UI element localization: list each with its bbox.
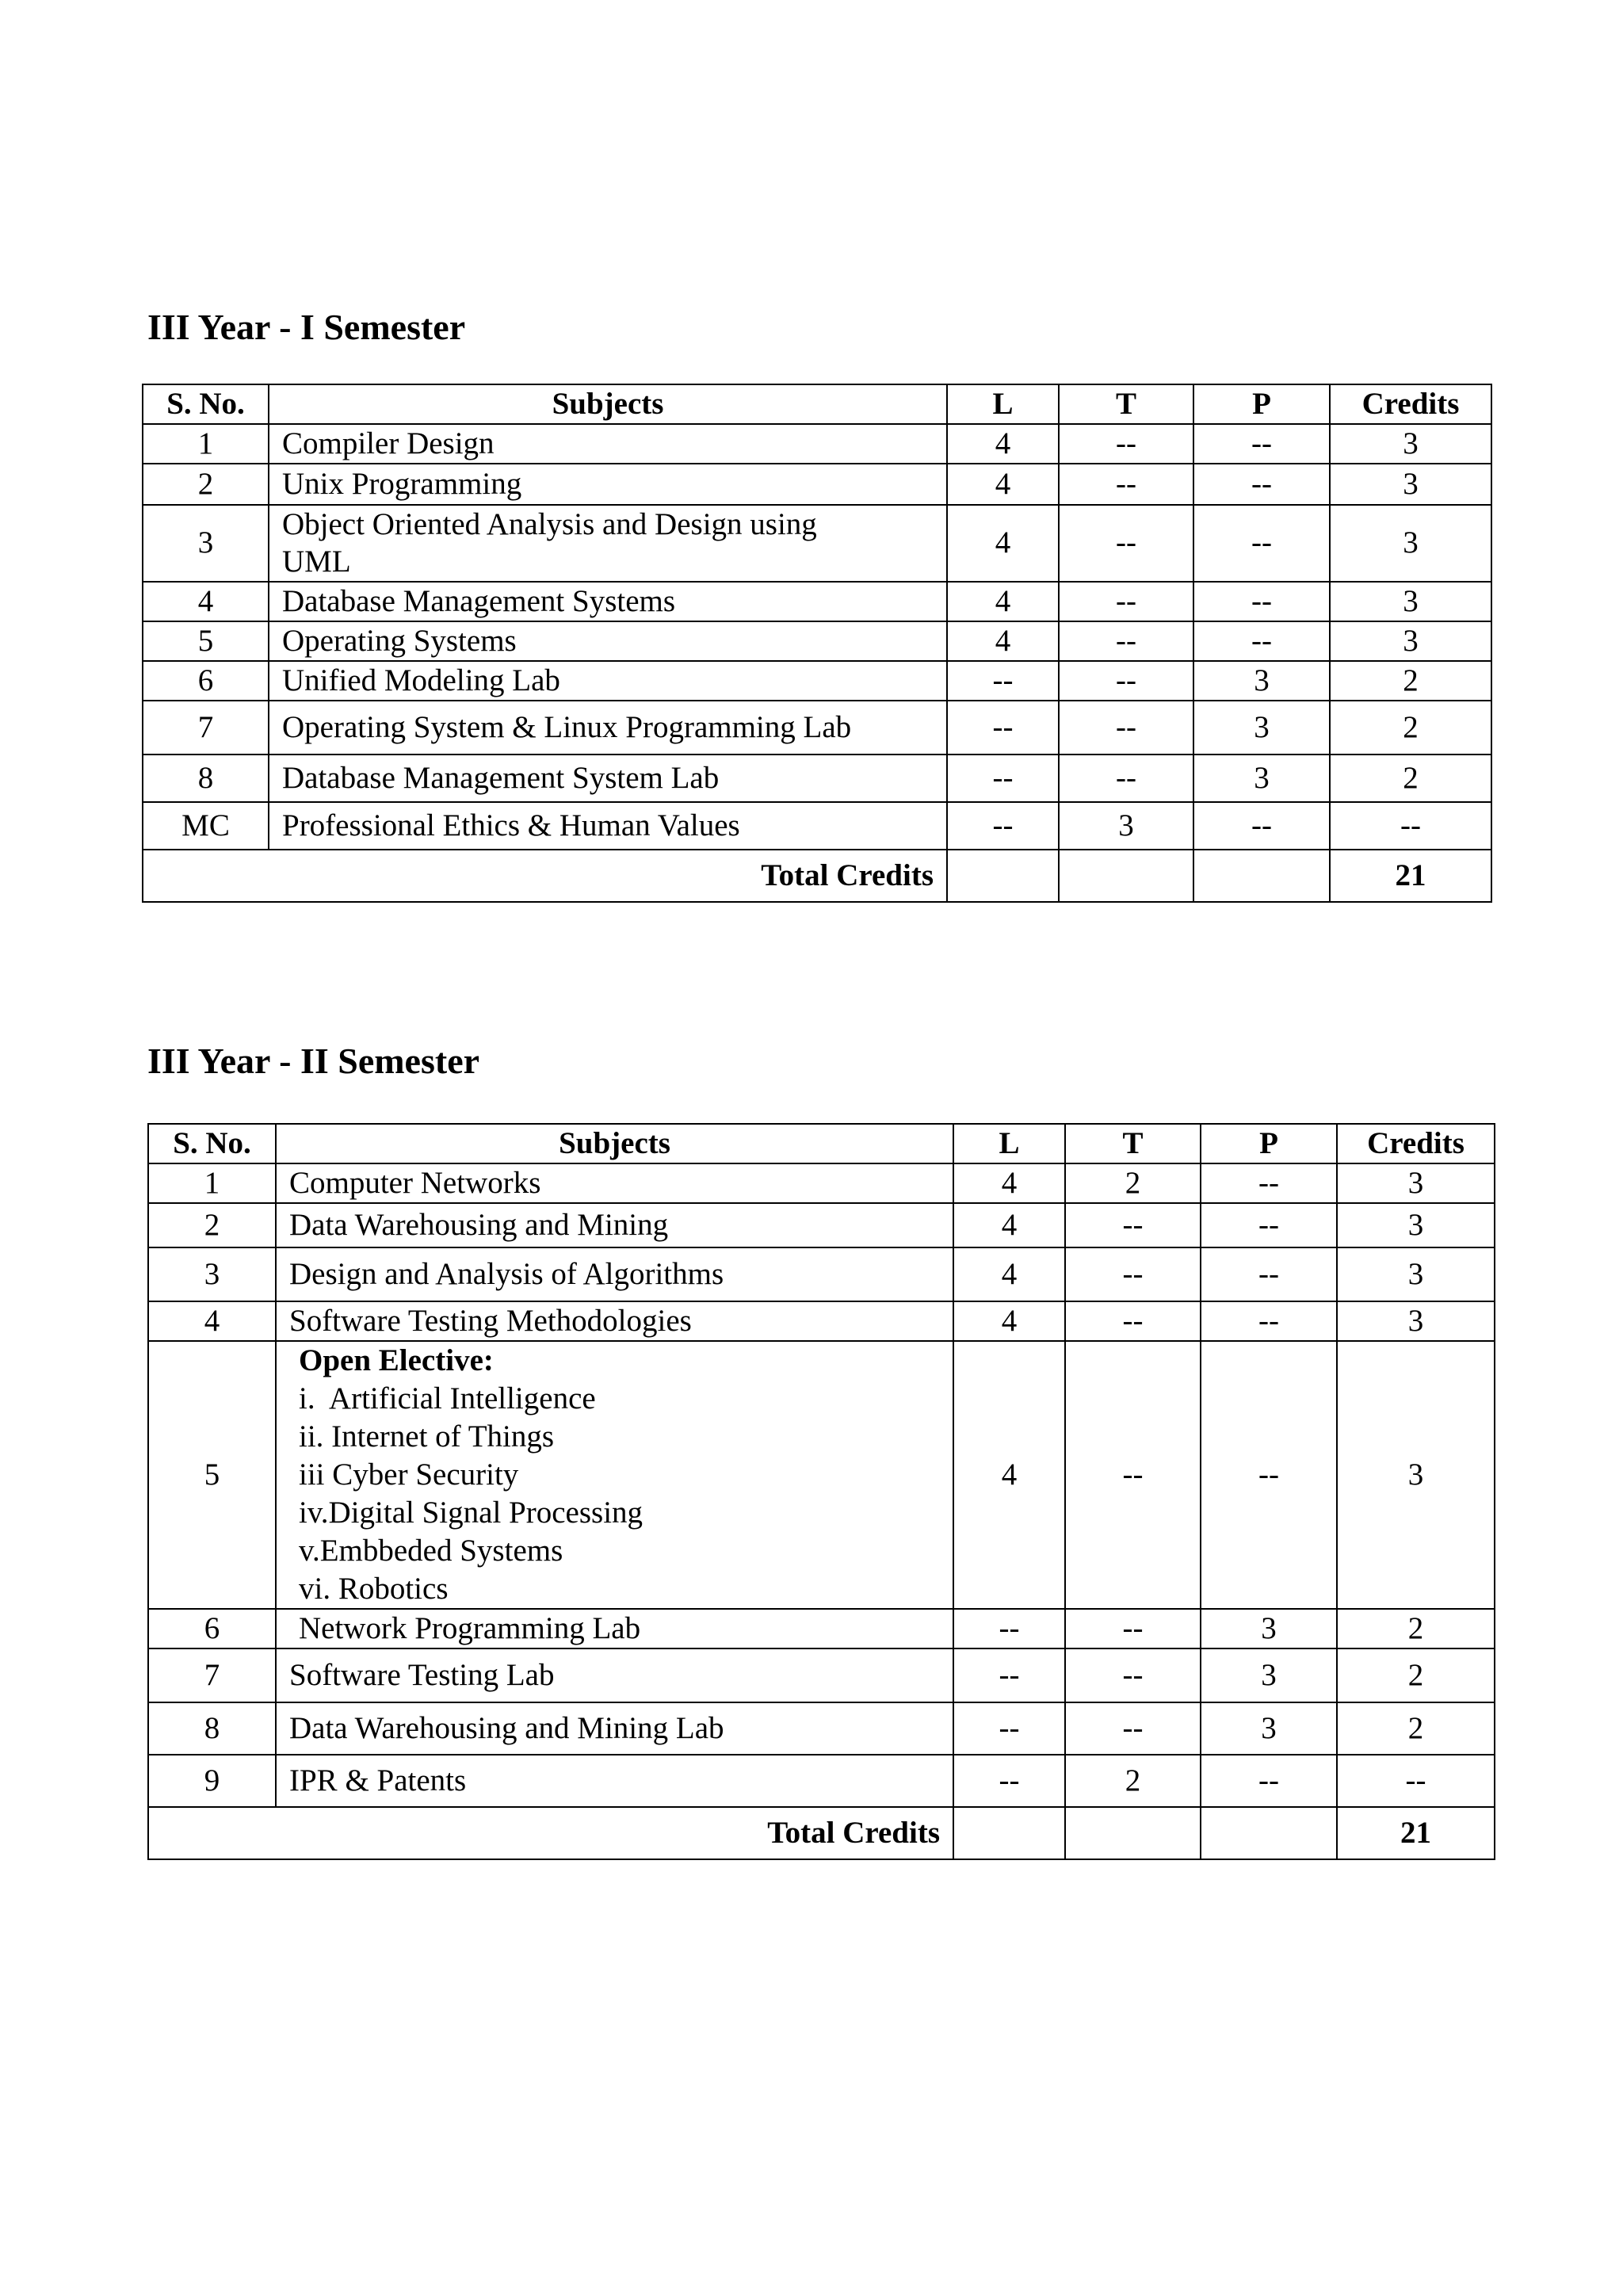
t-cell: -- (1059, 701, 1193, 755)
credits-cell: 3 (1337, 1203, 1495, 1247)
total-row (148, 1807, 1495, 1859)
p-cell: -- (1193, 582, 1330, 621)
t-cell: -- (1059, 621, 1193, 661)
sno-cell: 5 (148, 1341, 276, 1609)
header-sno: S. No. (148, 1124, 276, 1163)
t-cell: -- (1065, 1341, 1201, 1609)
t-cell: -- (1065, 1609, 1201, 1648)
p-cell: -- (1193, 464, 1330, 505)
subject-cell: Database Management Systems (269, 582, 947, 621)
p-cell: 3 (1193, 755, 1330, 802)
table-header-row (148, 1124, 1495, 1163)
header-credits: Credits (1337, 1124, 1495, 1163)
table-row (148, 1609, 1495, 1648)
elective-option: iv.Digital Signal Processing (299, 1496, 643, 1530)
table-row-open-elective (148, 1341, 1495, 1609)
credits-cell: 2 (1337, 1609, 1495, 1648)
sno-cell: 1 (143, 424, 269, 464)
subject-cell (269, 505, 947, 582)
sno-cell: 2 (148, 1203, 276, 1247)
header-subjects: Subjects (276, 1124, 953, 1163)
open-elective-title: Open Elective: (299, 1343, 494, 1377)
credits-cell: 2 (1330, 701, 1491, 755)
table-row (143, 505, 1491, 582)
subject-cell: Database Management System Lab (269, 755, 947, 802)
sno-cell: MC (143, 802, 269, 850)
l-cell: -- (947, 755, 1059, 802)
table-row (143, 424, 1491, 464)
header-t: T (1065, 1124, 1201, 1163)
table-row (148, 1648, 1495, 1702)
sno-cell: 8 (148, 1702, 276, 1755)
p-cell: -- (1201, 1203, 1337, 1247)
table-row (148, 1301, 1495, 1341)
subject-cell (276, 1341, 953, 1609)
l-cell: 4 (953, 1247, 1065, 1301)
sno-cell: 9 (148, 1755, 276, 1807)
l-cell: -- (947, 661, 1059, 701)
credits-cell: 3 (1330, 424, 1491, 464)
sno-cell: 6 (148, 1609, 276, 1648)
t-cell: -- (1059, 505, 1193, 582)
subject-cell: Data Warehousing and Mining Lab (276, 1702, 953, 1755)
credits-cell: 3 (1337, 1301, 1495, 1341)
total-credits-label: Total Credits (148, 1807, 953, 1859)
t-cell: -- (1059, 582, 1193, 621)
header-t: T (1059, 384, 1193, 424)
subject-cell: Operating System & Linux Programming Lab (269, 701, 947, 755)
p-cell: -- (1193, 621, 1330, 661)
sno-cell: 5 (143, 621, 269, 661)
p-cell: 3 (1201, 1648, 1337, 1702)
l-cell: -- (947, 802, 1059, 850)
t-cell: 2 (1065, 1755, 1201, 1807)
t-cell: -- (1065, 1648, 1201, 1702)
table-row (143, 464, 1491, 505)
credits-cell: 3 (1330, 621, 1491, 661)
sem1-heading: III Year - I Semester (147, 307, 466, 347)
l-cell: -- (953, 1609, 1065, 1648)
l-cell: 4 (953, 1163, 1065, 1203)
subject-line: UML (282, 544, 351, 579)
empty-cell (1193, 850, 1330, 902)
l-cell: 4 (953, 1341, 1065, 1609)
table-row (143, 661, 1491, 701)
table-row (148, 1163, 1495, 1203)
p-cell: -- (1201, 1301, 1337, 1341)
credits-cell: 3 (1330, 582, 1491, 621)
sem1-table (142, 384, 1492, 903)
credits-cell: 2 (1330, 755, 1491, 802)
l-cell: 4 (953, 1203, 1065, 1247)
p-cell: 3 (1201, 1702, 1337, 1755)
total-credits-label: Total Credits (143, 850, 947, 902)
sno-cell: 6 (143, 661, 269, 701)
p-cell: -- (1201, 1755, 1337, 1807)
elective-option: i. Artificial Intelligence (299, 1381, 596, 1415)
empty-cell (1065, 1807, 1201, 1859)
p-cell: -- (1193, 424, 1330, 464)
credits-cell: 2 (1337, 1648, 1495, 1702)
empty-cell (953, 1807, 1065, 1859)
header-sno: S. No. (143, 384, 269, 424)
t-cell: -- (1059, 755, 1193, 802)
l-cell: -- (947, 701, 1059, 755)
t-cell: -- (1065, 1702, 1201, 1755)
subject-cell: Computer Networks (276, 1163, 953, 1203)
t-cell: -- (1059, 424, 1193, 464)
credits-cell: 2 (1337, 1702, 1495, 1755)
l-cell: 4 (947, 464, 1059, 505)
subject-cell: Software Testing Lab (276, 1648, 953, 1702)
elective-option: vi. Robotics (299, 1572, 449, 1606)
header-l: L (953, 1124, 1065, 1163)
elective-option: iii Cyber Security (299, 1457, 519, 1492)
subject-cell: Professional Ethics & Human Values (269, 802, 947, 850)
subject-cell: Operating Systems (269, 621, 947, 661)
credits-cell: -- (1330, 802, 1491, 850)
l-cell: 4 (947, 505, 1059, 582)
credits-cell: 2 (1330, 661, 1491, 701)
credits-cell: 3 (1337, 1341, 1495, 1609)
l-cell: 4 (947, 424, 1059, 464)
sno-cell: 2 (143, 464, 269, 505)
empty-cell (1059, 850, 1193, 902)
subject-cell: Software Testing Methodologies (276, 1301, 953, 1341)
credits-cell: 3 (1337, 1247, 1495, 1301)
l-cell: -- (953, 1648, 1065, 1702)
subject-cell: Network Programming Lab (276, 1609, 953, 1648)
t-cell: -- (1065, 1203, 1201, 1247)
sno-cell: 7 (143, 701, 269, 755)
table-row (143, 701, 1491, 755)
p-cell: -- (1193, 802, 1330, 850)
table-row (143, 802, 1491, 850)
table-row (143, 621, 1491, 661)
p-cell: -- (1201, 1163, 1337, 1203)
table-row (143, 755, 1491, 802)
sno-cell: 3 (143, 505, 269, 582)
header-subjects: Subjects (269, 384, 947, 424)
l-cell: -- (953, 1755, 1065, 1807)
header-credits: Credits (1330, 384, 1491, 424)
t-cell: 3 (1059, 802, 1193, 850)
header-l: L (947, 384, 1059, 424)
sno-cell: 4 (143, 582, 269, 621)
p-cell: 3 (1193, 661, 1330, 701)
subject-cell: Design and Analysis of Algorithms (276, 1247, 953, 1301)
l-cell: 4 (953, 1301, 1065, 1341)
header-p: P (1193, 384, 1330, 424)
l-cell: -- (953, 1702, 1065, 1755)
table-row (148, 1247, 1495, 1301)
sno-cell: 3 (148, 1247, 276, 1301)
p-cell: -- (1201, 1341, 1337, 1609)
sem2-table (147, 1123, 1495, 1860)
total-credits-value: 21 (1330, 850, 1491, 902)
subject-line: Object Oriented Analysis and Design using (282, 507, 817, 542)
table-row (148, 1702, 1495, 1755)
credits-cell: 3 (1337, 1163, 1495, 1203)
sno-cell: 1 (148, 1163, 276, 1203)
t-cell: 2 (1065, 1163, 1201, 1203)
empty-cell (947, 850, 1059, 902)
table-row (148, 1755, 1495, 1807)
empty-cell (1201, 1807, 1337, 1859)
p-cell: -- (1193, 505, 1330, 582)
total-credits-value: 21 (1337, 1807, 1495, 1859)
sem2-heading: III Year - II Semester (147, 1041, 480, 1081)
table-row (143, 582, 1491, 621)
l-cell: 4 (947, 582, 1059, 621)
subject-cell: Unix Programming (269, 464, 947, 505)
t-cell: -- (1065, 1247, 1201, 1301)
p-cell: 3 (1193, 701, 1330, 755)
subject-cell: Unified Modeling Lab (269, 661, 947, 701)
table-header-row (143, 384, 1491, 424)
t-cell: -- (1059, 464, 1193, 505)
table-row (148, 1203, 1495, 1247)
sno-cell: 4 (148, 1301, 276, 1341)
header-p: P (1201, 1124, 1337, 1163)
l-cell: 4 (947, 621, 1059, 661)
credits-cell: -- (1337, 1755, 1495, 1807)
elective-option: v.Embbeded Systems (299, 1534, 563, 1568)
total-row (143, 850, 1491, 902)
elective-option: ii. Internet of Things (299, 1419, 555, 1454)
p-cell: -- (1201, 1247, 1337, 1301)
subject-cell: IPR & Patents (276, 1755, 953, 1807)
sno-cell: 7 (148, 1648, 276, 1702)
t-cell: -- (1059, 661, 1193, 701)
subject-cell: Data Warehousing and Mining (276, 1203, 953, 1247)
t-cell: -- (1065, 1301, 1201, 1341)
sno-cell: 8 (143, 755, 269, 802)
credits-cell: 3 (1330, 505, 1491, 582)
subject-cell: Compiler Design (269, 424, 947, 464)
credits-cell: 3 (1330, 464, 1491, 505)
p-cell: 3 (1201, 1609, 1337, 1648)
